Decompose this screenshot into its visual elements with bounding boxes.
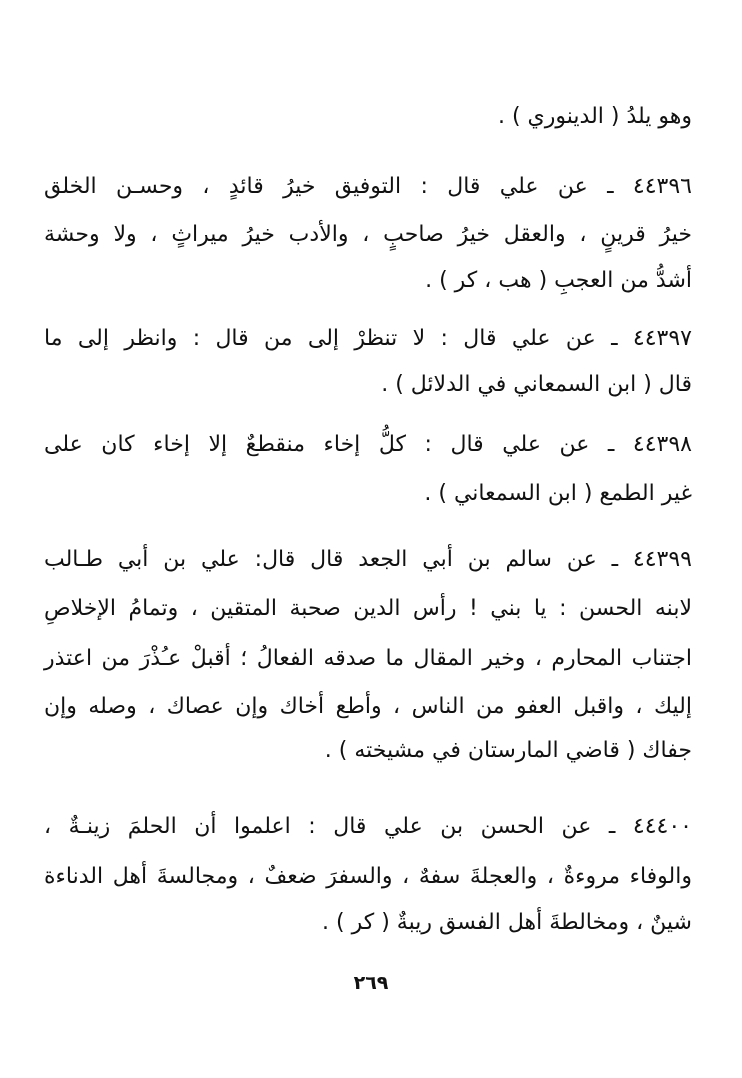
hadith-44398-line-2: غير الطمع ( ابن السمعاني ) . [424, 481, 692, 506]
hadith-44399-line-4: إليك ، واقبل العفو من الناس ، وأطع أخاك وإن عصاك ، وصله وإن [44, 694, 692, 719]
hadith-44396-line-1: ٤٤٣٩٦ ـ عن علي قال : التوفيق خيرُ قائدٍ ، وحسـن الخلق [44, 174, 692, 199]
text-line-1: وهو يلدُ ( الدينوري ) . [497, 104, 692, 129]
hadith-44399-line-1: ٤٤٣٩٩ ـ عن سالم بن أبي الجعد قال قال: علي بن أبي طـالب [44, 547, 692, 572]
hadith-44400-line-3: شينٌ ، ومخالطةَ أهل الفسق ريبةٌ ( كر ) . [322, 910, 692, 935]
hadith-44396-line-3: أشدُّ من العجبِ ( هب ، كر ) . [425, 268, 692, 293]
hadith-44399-line-3: اجتناب المحارم ، وخير المقال ما صدقه الفعالُ ؛ أقبلْ عـُذْرَ من اعتذر [44, 646, 692, 671]
hadith-44397-line-2: قال ( ابن السمعاني في الدلائل ) . [381, 372, 692, 397]
hadith-44397-line-1: ٤٤٣٩٧ ـ عن علي قال : لا تنظرْ إلى من قال : وانظر إلى ما [44, 326, 692, 351]
page-number: ٢٦٩ [353, 972, 389, 994]
hadith-44398-line-1: ٤٤٣٩٨ ـ عن علي قال : كلُّ إخاء منقطعٌ إلا إخاء كان على [44, 432, 692, 457]
hadith-44399-line-2: لابنه الحسن : يا بني ! رأس الدين صحبة المتقين ، وتمامُ الإخلاصِ [44, 596, 692, 621]
hadith-44396-line-2: خيرُ قرينٍ ، والعقل خيرُ صاحبٍ ، والأدب خيرُ ميراثٍ ، ولا وحشة [44, 222, 692, 247]
hadith-44399-line-5: جفاك ( قاضي المارستان في مشيخته ) . [324, 738, 692, 763]
hadith-44400-line-1: ٤٤٤٠٠ ـ عن الحسن بن علي قال : اعلموا أن الحلمَ زينـةٌ ، [44, 814, 692, 839]
hadith-44400-line-2: والوفاء مروءةٌ ، والعجلةَ سفهٌ ، والسفرَ ضعفٌ ، ومجالسةَ أهل الدناءة [44, 864, 692, 889]
